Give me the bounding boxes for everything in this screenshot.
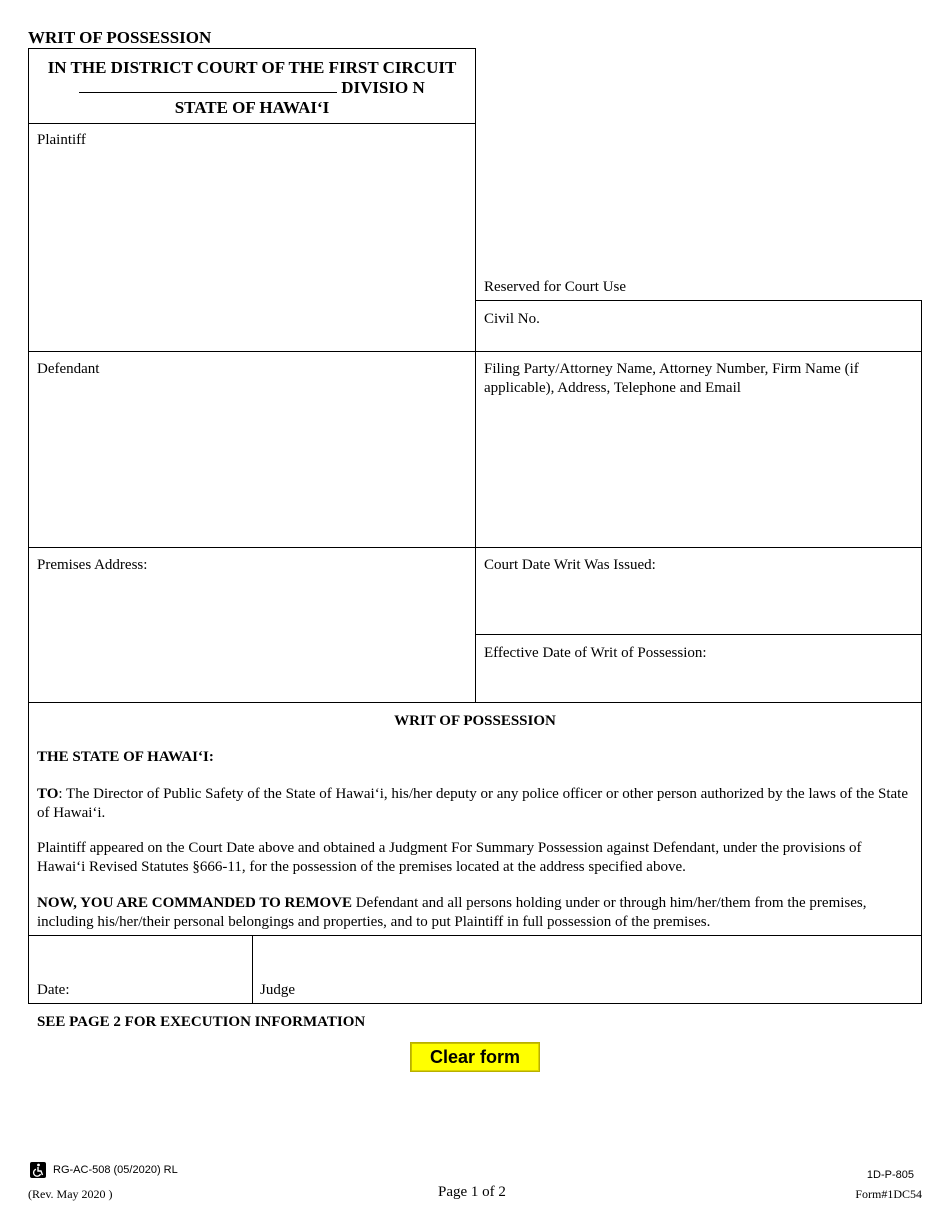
divider bbox=[28, 48, 476, 49]
see-page-note: SEE PAGE 2 FOR EXECUTION INFORMATION bbox=[37, 1014, 366, 1030]
divider bbox=[28, 1003, 922, 1004]
civil-no-field[interactable]: Civil No. bbox=[484, 311, 540, 327]
premises-address-field[interactable]: Premises Address: bbox=[37, 557, 148, 573]
divider bbox=[28, 547, 922, 548]
court-date-field[interactable]: Court Date Writ Was Issued: bbox=[484, 557, 656, 573]
wheelchair-icon bbox=[30, 1162, 46, 1178]
page-number: Page 1 of 2 bbox=[438, 1184, 506, 1200]
revision-date: (Rev. May 2020 ) bbox=[28, 1187, 113, 1201]
to-text: : The Director of Public Safety of the State of Hawai‘i, his/her deputy or any police officer or other person authorized by the laws of the State of Hawai‘i. bbox=[37, 786, 909, 821]
defendant-field[interactable]: Defendant bbox=[37, 361, 100, 377]
column-divider bbox=[252, 935, 253, 1003]
clear-form-button[interactable]: Clear form bbox=[410, 1042, 540, 1072]
plaintiff-field[interactable]: Plaintiff bbox=[37, 132, 86, 148]
border-right bbox=[921, 300, 922, 1003]
filing-party-field[interactable]: Filing Party/Attorney Name, Attorney Number, Firm Name (if applicable), Address, Telephone and Email bbox=[484, 361, 859, 396]
effective-date-field[interactable]: Effective Date of Writ of Possession: bbox=[484, 645, 707, 661]
state-heading: THE STATE OF HAWAI‘I: bbox=[37, 749, 214, 765]
judgment-paragraph: Plaintiff appeared on the Court Date above and obtained a Judgment For Summary Possession against Defendant, under the provisions of Hawai‘i Revised Statutes §666-11, for the possession of the premises located at the address specified above. bbox=[37, 840, 862, 875]
division-line bbox=[30, 78, 474, 98]
command-text: Defendant and all persons holding under or through him/her/them from the premises, including his/her/their personal belongings and properties, and to put Plaintiff in full possession of the premises. bbox=[37, 895, 867, 930]
command-label: NOW, YOU ARE COMMANDED TO REMOVE bbox=[37, 895, 353, 911]
division-blank[interactable] bbox=[79, 79, 337, 93]
divider bbox=[475, 634, 922, 635]
court-header bbox=[30, 58, 474, 118]
reserved-label: Reserved for Court Use bbox=[484, 279, 627, 295]
command-paragraph bbox=[37, 894, 913, 931]
border-left bbox=[28, 48, 29, 1003]
form-code: RG-AC-508 (05/2020) RL bbox=[53, 1164, 178, 1176]
judge-field[interactable]: Judge bbox=[260, 982, 295, 998]
divider bbox=[28, 351, 922, 352]
date-field[interactable]: Date: bbox=[37, 982, 70, 998]
division-label: DIVISIO N bbox=[341, 78, 425, 97]
divider bbox=[28, 123, 476, 124]
to-label: TO bbox=[37, 786, 59, 802]
document-id: 1D-P-805 bbox=[866, 1169, 914, 1181]
to-paragraph bbox=[37, 785, 913, 822]
state-line: STATE OF HAWAI‘I bbox=[174, 98, 330, 117]
divider bbox=[475, 300, 922, 301]
writ-heading: WRIT OF POSSESSION bbox=[394, 713, 556, 729]
divider bbox=[28, 935, 922, 936]
court-line: IN THE DISTRICT COURT OF THE FIRST CIRCUIT bbox=[47, 58, 457, 77]
column-divider bbox=[475, 48, 476, 702]
divider bbox=[28, 702, 922, 703]
form-number: Form#1DC54 bbox=[855, 1187, 922, 1201]
document-title: WRIT OF POSSESSION bbox=[28, 28, 212, 47]
